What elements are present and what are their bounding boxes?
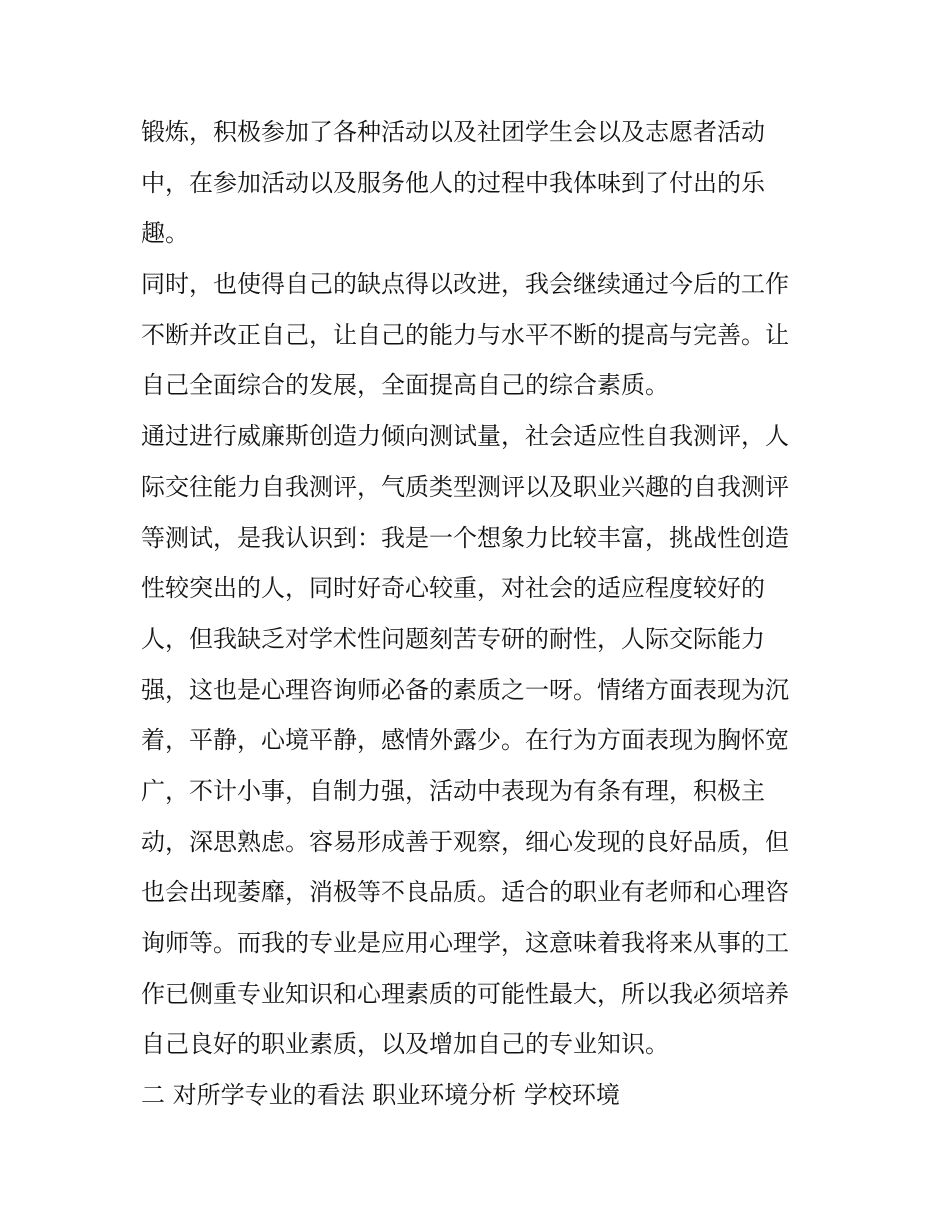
- text-line: 自己良好的职业素质，以及增加自己的专业知识。: [141, 1030, 669, 1059]
- text-line: 锻炼，积极参加了各种活动以及社团学生会以及志愿者活动: [141, 118, 765, 146]
- text-line: 中，在参加活动以及服务他人的过程中我体味到了付出的乐: [141, 168, 765, 197]
- text-line: 际交往能力自我测评，气质类型测评以及职业兴趣的自我测评: [141, 472, 789, 501]
- text-line: 人，但我缺乏对学术性问题刻苦专研的耐性，人际交际能力: [141, 624, 765, 653]
- text-line: 性较突出的人，同时好奇心较重，对社会的适应程度较好的: [141, 574, 765, 603]
- text-line: 强，这也是心理咨询师必备的素质之一呀。情绪方面表现为沉: [141, 675, 789, 704]
- document-body: [141, 107, 816, 1121]
- text-line: 着，平静，心境平静，感情外露少。在行为方面表现为胸怀宽: [141, 726, 789, 755]
- text-line: 广，不计小事，自制力强，活动中表现为有条有理，积极主: [141, 776, 765, 805]
- text-line: 趣。: [141, 219, 189, 248]
- text-line: 等测试，是我认识到：我是一个想象力比较丰富，挑战性创造: [141, 523, 789, 552]
- text-line: 同时，也使得自己的缺点得以改进，我会继续通过今后的工作: [141, 270, 789, 299]
- section-heading: 二 对所学专业的看法 职业环境分析 学校环境: [141, 1081, 620, 1110]
- text-line: 自己全面综合的发展，全面提高自己的综合素质。: [141, 371, 669, 400]
- text-line: 作已侧重专业知识和心理素质的可能性最大，所以我必须培养: [141, 979, 789, 1008]
- text-line: 不断并改正自己，让自己的能力与水平不断的提高与完善。让: [141, 320, 789, 349]
- text-line: 询师等。而我的专业是应用心理学，这意味着我将来从事的工: [141, 929, 789, 957]
- text-line: 通过进行威廉斯创造力倾向测试量，社会适应性自我测评，人: [141, 422, 789, 451]
- text-line: 动，深思熟虑。容易形成善于观察，细心发现的良好品质，但: [141, 827, 789, 856]
- text-line: 也会出现萎靡，消极等不良品质。适合的职业有老师和心理咨: [141, 878, 789, 907]
